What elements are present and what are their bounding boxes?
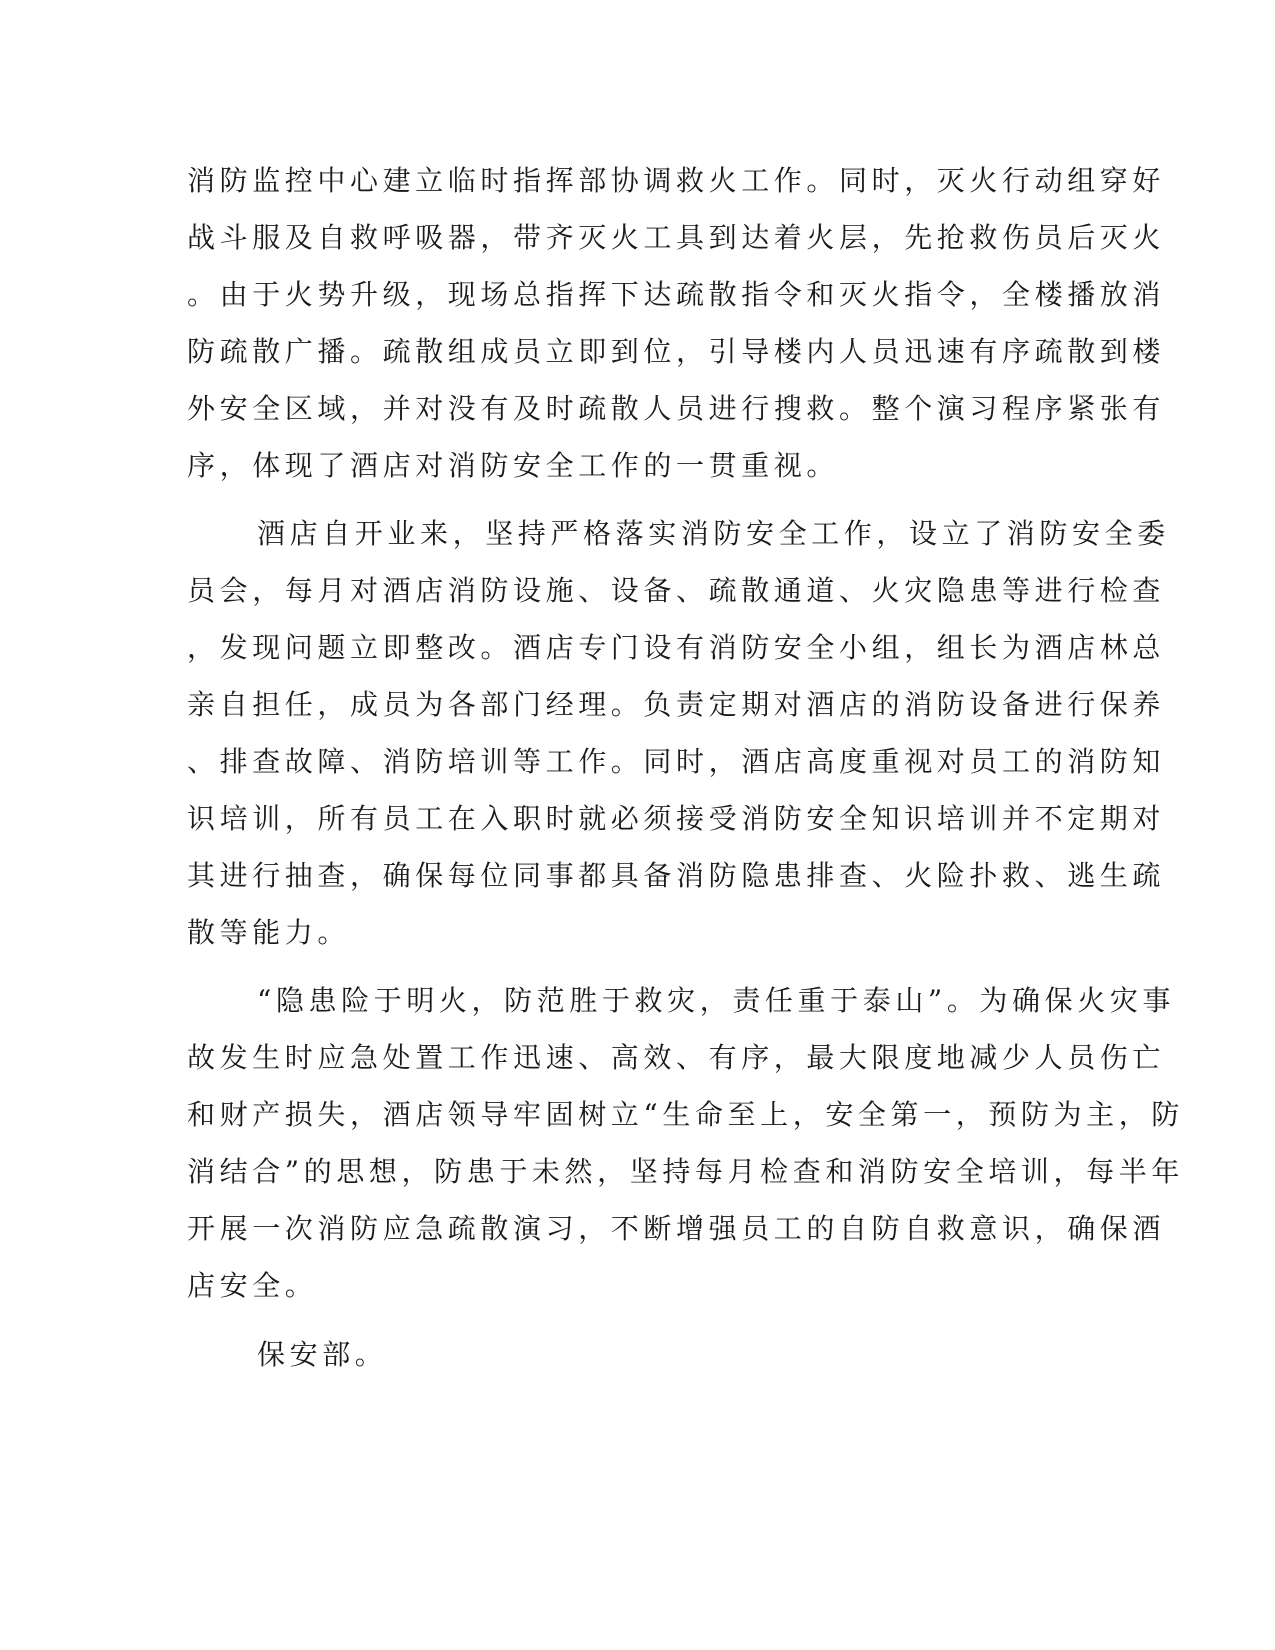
paragraph-2-line-7: 其进行抽查，确保每位同事都具备消防隐患排查、火险扑救、逃生疏	[187, 859, 1166, 892]
paragraph-3-line-6: 店安全。	[187, 1269, 318, 1302]
paragraph-2-line-5: 、排查故障、消防培训等工作。同时，酒店高度重视对员工的消防知	[187, 745, 1166, 778]
paragraph-1-line-5: 外安全区域，并对没有及时疏散人员进行搜救。整个演习程序紧张有	[187, 392, 1166, 425]
signature-department: 保安部。	[257, 1338, 388, 1371]
paragraph-2-line-8: 散等能力。	[187, 916, 351, 949]
paragraph-3-line-4: 消结合”的思想，防患于未然，坚持每月检查和消防安全培训，每半年	[187, 1155, 1184, 1188]
paragraph-3-line-5: 开展一次消防应急疏散演习，不断增强员工的自防自救意识，确保酒	[187, 1212, 1166, 1245]
paragraph-1-line-4: 防疏散广播。疏散组成员立即到位，引导楼内人员迅速有序疏散到楼	[187, 335, 1166, 368]
paragraph-3-line-3: 和财产损失，酒店领导牢固树立“生命至上，安全第一，预防为主，防	[187, 1098, 1184, 1131]
paragraph-1-line-2: 战斗服及自救呼吸器，带齐灭火工具到达着火层，先抢救伤员后灭火	[187, 221, 1166, 254]
paragraph-3-line-2: 故发生时应急处置工作迅速、高效、有序，最大限度地减少人员伤亡	[187, 1041, 1166, 1074]
paragraph-2-line-1: 酒店自开业来，坚持严格落实消防安全工作，设立了消防安全委	[257, 517, 1170, 550]
paragraph-3-line-1: “隐患险于明火，防范胜于救灾，责任重于泰山”。为确保火灾事	[257, 984, 1176, 1017]
paragraph-1-line-3: 。由于火势升级，现场总指挥下达疏散指令和灭火指令，全楼播放消	[187, 278, 1166, 311]
paragraph-1-line-1: 消防监控中心建立临时指挥部协调救火工作。同时，灭火行动组穿好	[187, 164, 1166, 197]
paragraph-2-line-6: 识培训，所有员工在入职时就必须接受消防安全知识培训并不定期对	[187, 802, 1166, 835]
paragraph-2-line-3: ，发现问题立即整改。酒店专门设有消防安全小组，组长为酒店林总	[187, 631, 1166, 664]
paragraph-1-line-6: 序，体现了酒店对消防安全工作的一贯重视。	[187, 449, 840, 482]
paragraph-2-line-4: 亲自担任，成员为各部门经理。负责定期对酒店的消防设备进行保养	[187, 688, 1166, 721]
paragraph-2-line-2: 员会，每月对酒店消防设施、设备、疏散通道、火灾隐患等进行检查	[187, 574, 1166, 607]
